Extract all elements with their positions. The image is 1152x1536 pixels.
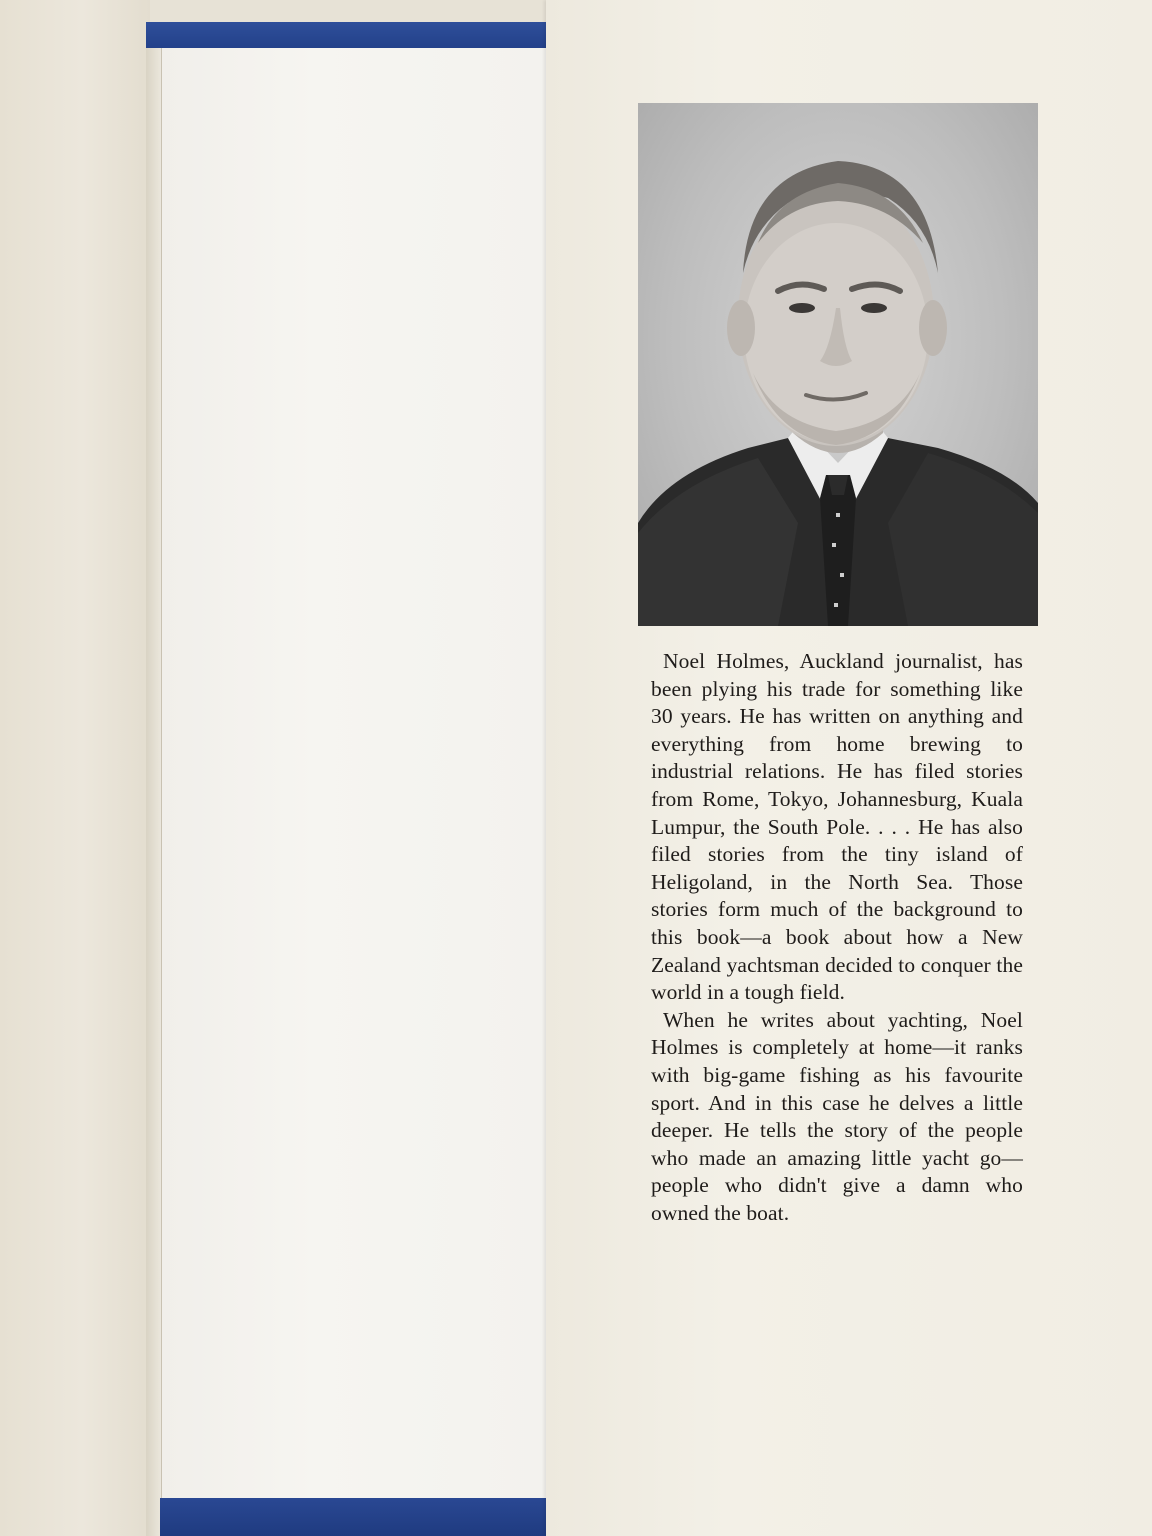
endpaper — [162, 48, 546, 1498]
author-bio — [651, 648, 1023, 1227]
blue-board-top — [146, 22, 546, 48]
bio-paragraph: When he writes about yachting, Noel Holmes is completely at home—it ranks with big-game fishing as his favourite sport. And in this case he delves a little deeper. He tells the story of the people who made an amazing little yacht go—people who didn't give a damn who owned the boat. — [651, 1007, 1023, 1225]
blue-board-bottom — [160, 1498, 546, 1536]
previous-page — [0, 0, 150, 1536]
board-edge — [146, 22, 162, 1536]
bio-paragraph: Noel Holmes, Auckland journalist, has been plying his trade for something like 30 years. He has written on anything and everything from home brewing to industrial relations. He has filed stories from Rome, Tokyo, Johannesburg, Kuala Lumpur, the South Pole. . . . He has also filed stories from the tiny island of Heligoland, in the North Sea. Those stories form much of the background to this book—a book about how a New Zealand yachtsman decided to conquer the world in a tough field. — [651, 649, 1023, 1005]
author-portrait-icon — [638, 103, 1038, 626]
